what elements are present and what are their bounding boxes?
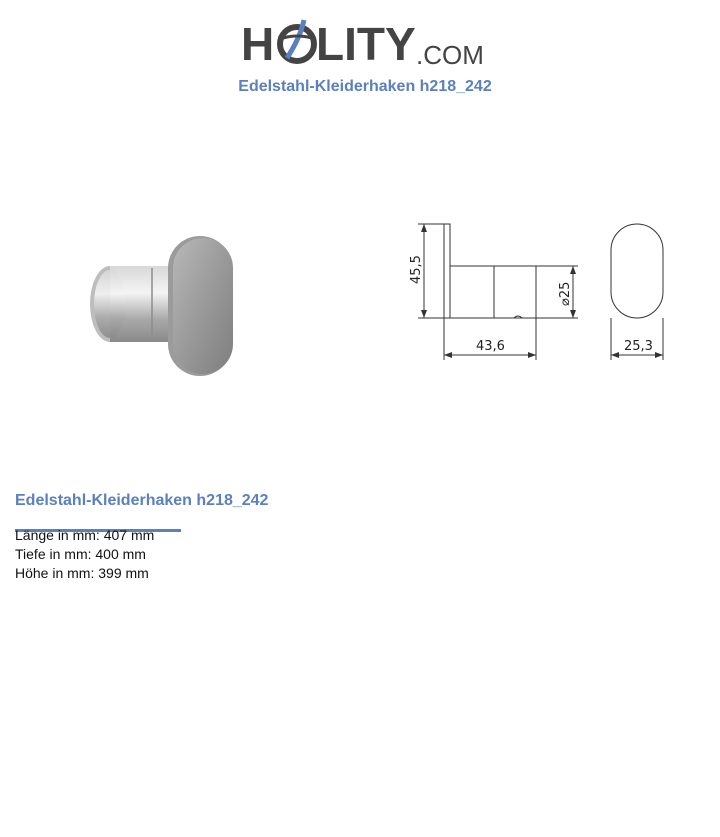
- holity-logo[interactable]: [0, 8, 720, 70]
- product-heading: Edelstahl-Kleiderhaken h218_242: [15, 492, 269, 509]
- dim-height-label: 45,5: [409, 255, 424, 284]
- dim-diameter-label: ⌀25: [558, 281, 573, 306]
- logo-letter-h: H: [241, 18, 275, 70]
- dim-width-label: 25,3: [624, 339, 653, 354]
- product-photo: [80, 228, 250, 388]
- logo-domain: .COM: [416, 40, 484, 70]
- logo-letters-lity: LITY: [316, 18, 416, 70]
- dim-length-label: 43,6: [476, 339, 505, 354]
- technical-drawing: [400, 214, 680, 374]
- page-title: Edelstahl-Kleiderhaken h218_242: [238, 78, 492, 95]
- spec-length: Länge in mm: 407 mm: [15, 527, 155, 543]
- spec-depth: Tiefe in mm: 400 mm: [15, 546, 146, 562]
- spec-list: [15, 526, 154, 583]
- globe-icon: [280, 20, 314, 61]
- spec-height: Höhe in mm: 399 mm: [15, 565, 149, 581]
